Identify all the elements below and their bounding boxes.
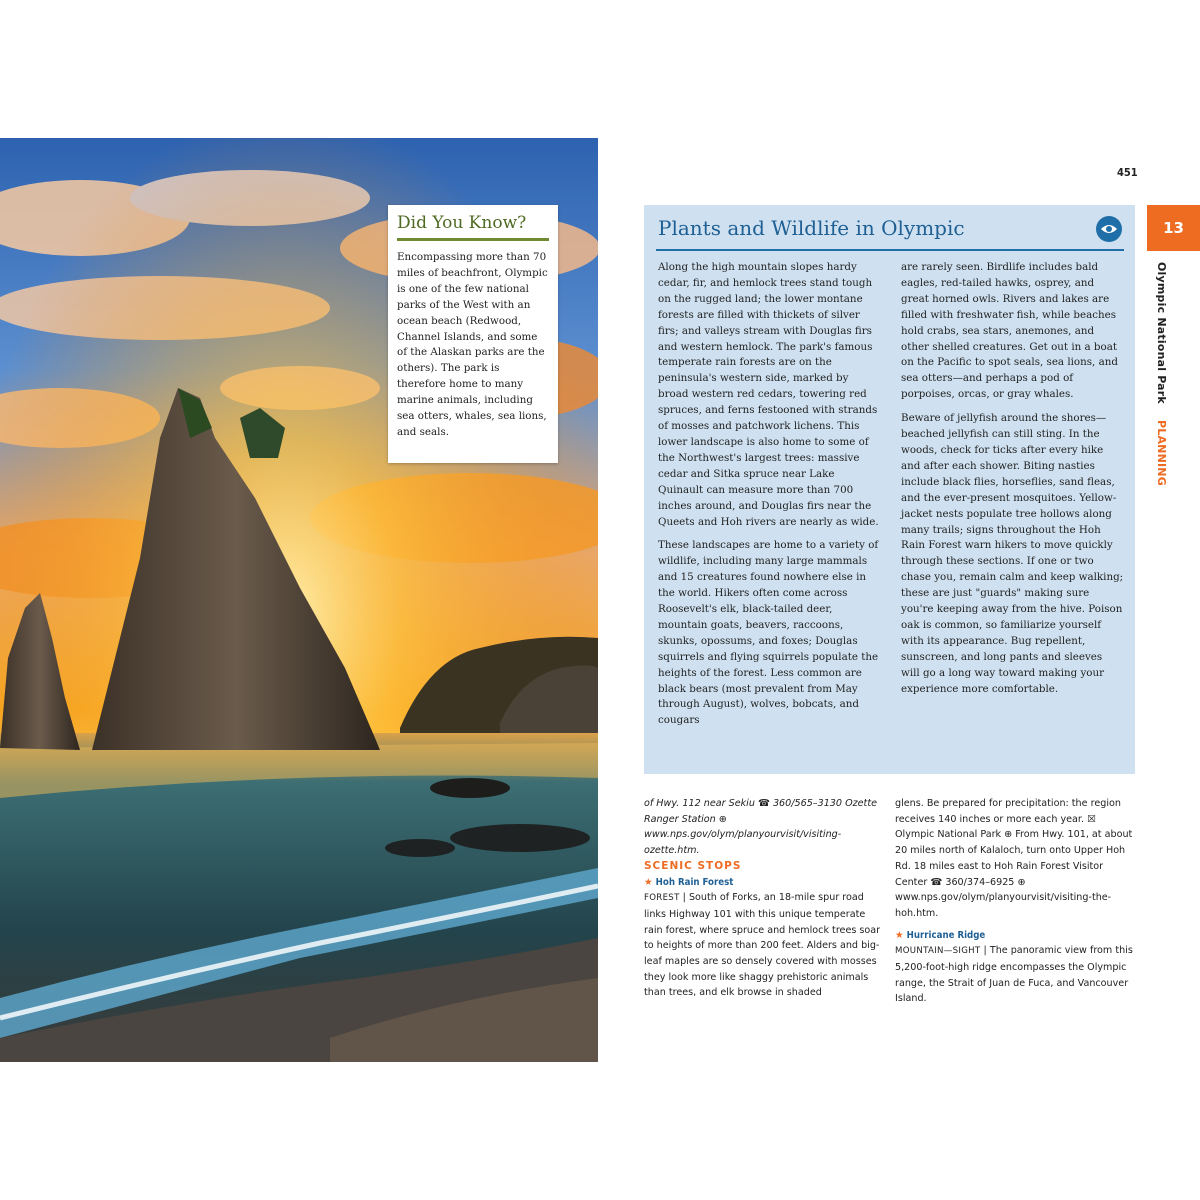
sidebar-columns xyxy=(658,260,1124,737)
sidebar-paragraph: Along the high mountain slopes hardy cedar, fir, and hemlock trees stand tough on the rugged land; the lower montane forests are filled with thickets of silver firs; and valleys stream with Douglas firs and western hemlock. The park's famous temperate rain forests are on the peninsula's western side, marked by broad western red cedars, towering red spruces, and ferns festooned with strands of mosses and patchwork lichens. This lower landscape is also home to some of the Northwest's largest trees: massive cedar and Sitka spruce near Lake Quinault can measure more than 700 inches around, and Douglas firs near the Queets and Hoh rivers are nearly as wide. xyxy=(658,261,879,528)
listing-description: MOUNTAIN—SIGHT | The panoramic view from this 5,200-foot-high ridge encompasses the Olympic range, the Strait of Juan de Fuca, and Vancouver Island. xyxy=(895,945,1133,1005)
chapter-tab: 13 xyxy=(1147,205,1200,251)
cover-photo xyxy=(0,138,598,1062)
star-icon: ★ xyxy=(895,929,904,941)
listing-text: South of Forks, an 18-mile spur road links Highway 101 with this unique temperate rain forest, where spruce and hemlock trees soar to heights of more than 200 feet. Alders and big-leaf maples are so densely covered with mosses they look more like shaggy prehistoric animals than trees, and elk browse in shaded xyxy=(644,892,881,999)
listing-category: FOREST xyxy=(644,893,680,904)
sidebar-column-right xyxy=(901,260,1124,737)
did-you-know-text: Encompassing more than 70 miles of beachfront, Olympic is one of the few national parks of the West with an ocean beach (Redwood, Channel Islands, and some of the Alaskan parks are the others). The park is therefore home to many marine animals, including sea otters, whales, sea lions, and seals. xyxy=(397,251,548,438)
listing-hurricane-ridge xyxy=(895,928,1135,944)
star-icon: ★ xyxy=(644,876,653,888)
sidebar-header xyxy=(656,211,1124,251)
running-head-title: Olympic National Park xyxy=(1155,262,1168,404)
listings-column-right xyxy=(895,796,1135,1007)
listing-hoh-rain-forest xyxy=(644,875,884,891)
page-number: 451 xyxy=(1117,166,1138,179)
listing-name: Hoh Rain Forest xyxy=(655,876,734,888)
sidebar-title: Plants and Wildlife in Olympic xyxy=(658,216,965,240)
listing-description: FOREST | South of Forks, an 18-mile spur road links Highway 101 with this unique temperate rain forest, where spruce and hemlock trees soar to heights of more than 200 feet. Alders and big-leaf maples are so densely covered with mosses they look more like shaggy prehistoric animals than trees, and elk browse in shaded xyxy=(644,892,881,999)
listings xyxy=(644,796,1135,1007)
sidebar-paragraph: are rarely seen. Birdlife includes bald eagles, red-tailed hawks, osprey, and great horned owls. Rivers and lakes are filled with freshwater fish, while beaches hold crabs, sea stars, anemones, and other shelled creatures. Get out in a boat on the Pacific to spot seals, sea lions, and sea otters—and perhaps a pod of porpoises, orcas, or gray whales. xyxy=(901,261,1118,401)
sidebar-column-left xyxy=(658,260,881,737)
scenic-stops-heading: SCENIC STOPS xyxy=(644,859,742,872)
wildlife-sidebar xyxy=(644,205,1135,774)
did-you-know-title: Did You Know? xyxy=(397,211,549,241)
listing-text: The panoramic view from this 5,200-foot-high ridge encompasses the Olympic range, the Strait of Juan de Fuca, and Vancouver Island. xyxy=(895,945,1133,1005)
listing-continuation: of Hwy. 112 near Sekiu ☎ 360/565–3130 Ozette Ranger Station ⊕ www.nps.gov/olym/planyourvisit/visiting-ozette.htm. xyxy=(644,798,877,857)
listings-column-left xyxy=(644,796,884,1007)
listing-name: Hurricane Ridge xyxy=(906,929,986,941)
did-you-know-box xyxy=(388,205,558,463)
running-head-section: PLANNING xyxy=(1155,419,1168,486)
listing-category: MOUNTAIN—SIGHT xyxy=(895,946,981,957)
listing-continuation: glens. Be prepared for precipitation: the region receives 140 inches or more each year. ☒ Olympic National Park ⊕ From Hwy. 101, at about 20 miles north of Kalaloch, turn onto Upper Hoh Rd. 18 miles east to Hoh Rain Forest Visitor Center ☎ 360/374–6925 ⊕ www.nps.gov/olym/planyourvisit/visiting-the-hoh.htm. xyxy=(895,798,1133,919)
eye-icon xyxy=(1096,216,1122,242)
sidebar-paragraph: These landscapes are home to a variety of wildlife, including many large mammals and 15 creatures found nowhere else in the world. Hikers often come across Roosevelt's elk, black-tailed deer, mountain goats, beavers, raccoons, skunks, opossums, and foxes; Douglas squirrels and flying squirrels populate the heights of the forest. Less common are black bears (most prevalent from May through August), wolves, bobcats, and cougars xyxy=(658,539,879,727)
sidebar-paragraph: Beware of jellyfish around the shores—beached jellyfish can still sting. In the woods, check for ticks after every hike and after each shower. Biting nasties include black flies, horseflies, sand fleas, and the ever-present mosquitoes. Yellow-jacket nests populate tree hollows along many trails; signs throughout the Hoh Rain Forest warn hikers to move quickly through these sections. If one or two chase you, remain calm and keep walking; these are just "guards" making sure you're keeping away from the hive. Poison oak is common, so familiarize yourself with its appearance. Bug repellent, sunscreen, and long pants and sleeves will go a long way toward making your experience more comfortable. xyxy=(901,412,1124,695)
running-head xyxy=(1155,262,1168,486)
